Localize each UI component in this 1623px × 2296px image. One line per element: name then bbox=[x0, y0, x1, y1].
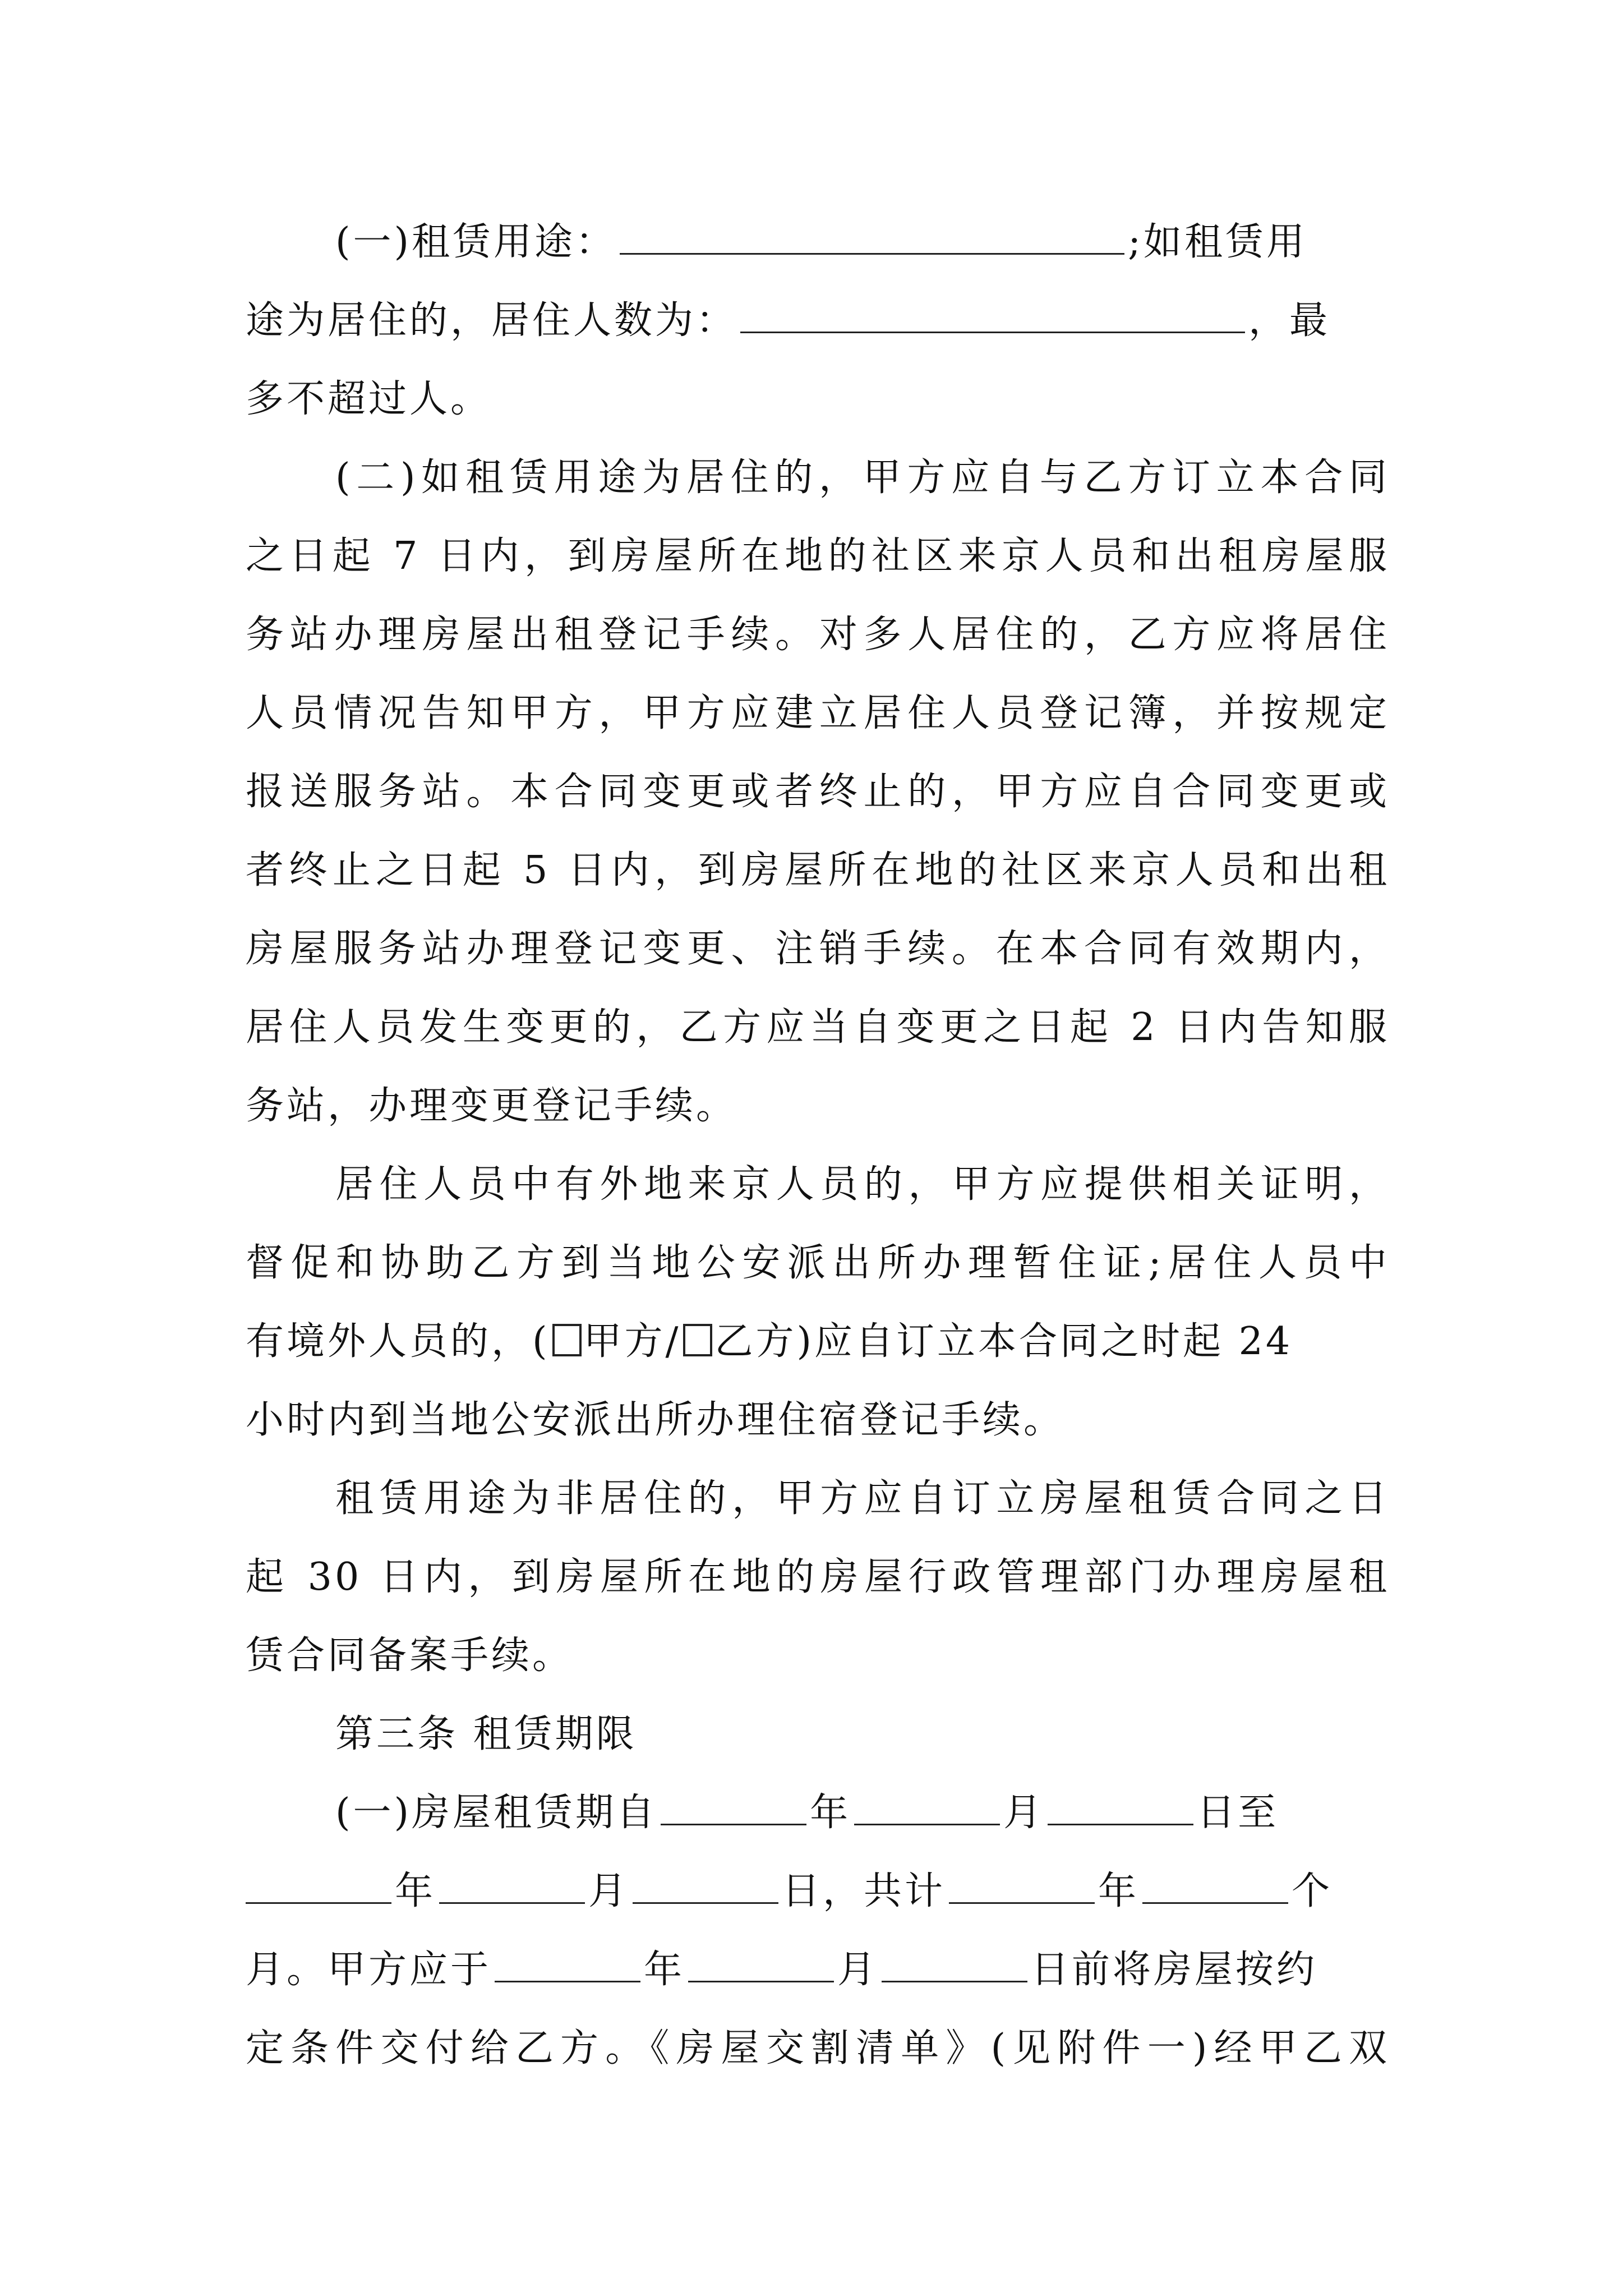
text-segment: 月 bbox=[588, 1869, 630, 1913]
text-segment: 日前将房屋按约 bbox=[1031, 1948, 1318, 1992]
paragraph-line: 租赁用途为非居住的，甲方应自订立房屋租赁合同之日 bbox=[335, 1476, 1390, 1521]
fill-in-blank bbox=[633, 1862, 778, 1904]
paragraph-line bbox=[246, 1308, 1293, 1375]
paragraph-line: 居住人员中有外地来京人员的，甲方应提供相关证明， bbox=[335, 1162, 1390, 1207]
paragraph-line: 务站，办理变更登记手续。 bbox=[246, 1084, 737, 1128]
fill-in-blank bbox=[854, 1783, 1000, 1825]
text-segment: 月 bbox=[837, 1948, 879, 1992]
checkbox-icon bbox=[683, 1324, 712, 1356]
fill-in-blank bbox=[495, 1940, 640, 1982]
text-segment: 年 bbox=[810, 1791, 851, 1835]
paragraph-line: 赁合同备案手续。 bbox=[246, 1634, 574, 1678]
text-segment: 年 bbox=[644, 1948, 685, 1992]
text-segment: ;如租赁用 bbox=[1128, 220, 1307, 264]
text-segment: 途为居住的，居住人数为： bbox=[246, 298, 737, 343]
text-segment: 甲方/ bbox=[583, 1319, 681, 1364]
section-heading: 第三条 租赁期限 bbox=[335, 1712, 637, 1756]
text-segment: 日，共计 bbox=[782, 1869, 946, 1913]
text-segment: 乙方)应自订立本合同之时起 24 bbox=[714, 1319, 1293, 1364]
text-segment: 月。甲方应于 bbox=[246, 1948, 492, 1992]
paragraph-line: 多不超过人。 bbox=[246, 377, 492, 421]
text-segment: (一)房屋租赁期自 bbox=[335, 1791, 658, 1835]
fill-in-blank bbox=[882, 1940, 1027, 1982]
fill-in-blank bbox=[661, 1783, 806, 1825]
checkbox-icon bbox=[552, 1324, 582, 1356]
text-segment: 个 bbox=[1292, 1869, 1333, 1913]
text-segment: 有境外人员的，( bbox=[246, 1319, 550, 1364]
paragraph-line bbox=[335, 1779, 1279, 1847]
paragraph-line: 起 30 日内，到房屋所在地的房屋行政管理部门办理房屋租 bbox=[246, 1555, 1390, 1599]
paragraph-line: 小时内到当地公安派出所办理住宿登记手续。 bbox=[246, 1398, 1065, 1442]
fill-in-blank bbox=[740, 291, 1245, 333]
text-segment: 日至 bbox=[1197, 1791, 1279, 1835]
paragraph-line bbox=[246, 1936, 1317, 2004]
paragraph-line: (二)如租赁用途为居住的，甲方应自与乙方订立本合同 bbox=[335, 455, 1390, 500]
text-segment: ，最 bbox=[1248, 298, 1331, 343]
paragraph-line: 居住人员发生变更的，乙方应当自变更之日起 2 日内告知服 bbox=[246, 1005, 1390, 1050]
fill-in-blank bbox=[620, 213, 1124, 255]
paragraph-line: 房屋服务站办理登记变更、注销手续。在本合同有效期内， bbox=[246, 927, 1390, 971]
paragraph-line: 者终止之日起 5 日内，到房屋所在地的社区来京人员和出租 bbox=[246, 848, 1390, 892]
paragraph-line: 之日起 7 日内，到房屋所在地的社区来京人员和出租房屋服 bbox=[246, 534, 1390, 578]
paragraph-line bbox=[335, 209, 1307, 276]
fill-in-blank bbox=[439, 1862, 585, 1904]
paragraph-line: 人员情况告知甲方，甲方应建立居住人员登记簿，并按规定 bbox=[246, 691, 1390, 735]
fill-in-blank bbox=[1142, 1862, 1288, 1904]
fill-in-blank bbox=[688, 1940, 834, 1982]
paragraph-line: 报送服务站。本合同变更或者终止的，甲方应自合同变更或 bbox=[246, 770, 1390, 814]
fill-in-blank bbox=[949, 1862, 1095, 1904]
text-segment: 年 bbox=[395, 1869, 436, 1913]
text-segment: (一)租赁用途： bbox=[335, 220, 617, 264]
text-segment: 月 bbox=[1003, 1791, 1045, 1835]
paragraph-line: 定条件交付给乙方。《房屋交割清单》(见附件一)经甲乙双 bbox=[246, 2026, 1390, 2070]
paragraph-line: 务站办理房屋出租登记手续。对多人居住的，乙方应将居住 bbox=[246, 613, 1390, 657]
paragraph-line bbox=[246, 287, 1330, 355]
paragraph-line: 督促和协助乙方到当地公安派出所办理暂住证;居住人员中 bbox=[246, 1241, 1390, 1285]
paragraph-line bbox=[246, 1858, 1332, 1925]
fill-in-blank bbox=[1048, 1783, 1193, 1825]
text-segment: 年 bbox=[1098, 1869, 1140, 1913]
fill-in-blank bbox=[246, 1862, 391, 1904]
